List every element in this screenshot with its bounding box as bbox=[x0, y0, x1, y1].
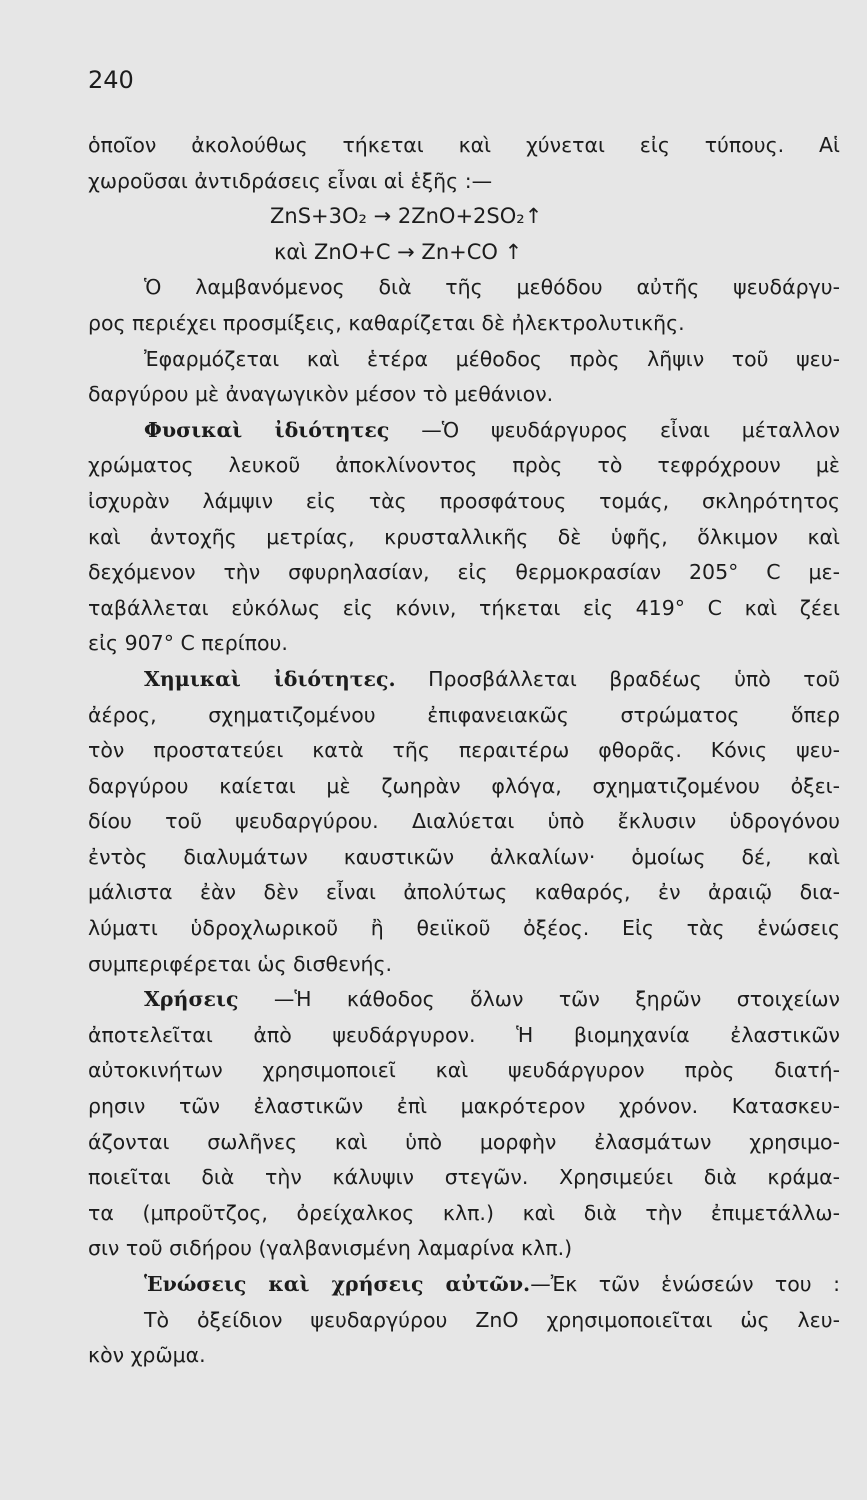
text-line bbox=[88, 698, 840, 734]
line-text: σιν τοῦ σιδήρου (γαλβανισμένη λαμαρίνα κλπ.) bbox=[88, 1236, 573, 1261]
line-text: ἀποτελεῖται ἀπὸ ψευδάργυρον. Ἡ βιομηχανία ἐλαστικῶν bbox=[88, 1022, 840, 1047]
line-text: συμπεριφέρεται ὡς δισθενής. bbox=[88, 951, 393, 976]
line-text: ZnS+3O₂ → 2ZnO+2SO₂↑ bbox=[270, 204, 543, 229]
text-line bbox=[88, 164, 840, 200]
section-heading: Ἑνώσεις καὶ χρήσεις αὐτῶν. bbox=[144, 1272, 531, 1296]
text-line bbox=[88, 128, 840, 164]
section-heading: Χημικαὶ ἰδιότητες. bbox=[144, 666, 396, 691]
line-text: τὸν προστατεύει κατὰ τῆς περαιτέρω φθορᾶς. Κόνις ψευ- bbox=[88, 738, 840, 763]
chemical-equation bbox=[88, 199, 840, 235]
line-text: ρησιν τῶν ἐλαστικῶν ἐπὶ μακρότερον χρόνον. Κατασκευ- bbox=[88, 1094, 840, 1119]
line-text: ὁποῖον ἀκολούθως τήκεται καὶ χύνεται εἰς τύπους. Αἱ bbox=[88, 133, 840, 157]
text-line bbox=[88, 413, 840, 449]
text-line bbox=[88, 1160, 840, 1196]
line-text: ἐντὸς διαλυμάτων καυστικῶν ἀλκαλίων· ὁμοίως δέ, καὶ bbox=[88, 844, 840, 869]
text-line bbox=[88, 982, 840, 1018]
section-heading: Φυσικαὶ ἰδιότητες bbox=[144, 417, 390, 442]
line-text: Ἐφαρμόζεται καὶ ἑτέρα μέθοδος πρὸς λῆψιν τοῦ ψευ- bbox=[144, 346, 840, 371]
line-text: ἰσχυρὰν λάμψιν εἰς τὰς προσφάτους τομάς, σκληρότητος bbox=[88, 488, 840, 513]
line-text: λύματι ὑδροχλωρικοῦ ἢ θειϊκοῦ ὀξέος. Εἰς τὰς ἑνώσεις bbox=[88, 916, 840, 941]
text-line bbox=[88, 1018, 840, 1054]
text-line bbox=[88, 448, 840, 484]
text-line bbox=[88, 377, 840, 413]
line-text: Ὁ λαμβανόμενος διὰ τῆς μεθόδου αὐτῆς ψευδάργυ- bbox=[144, 275, 840, 300]
page-body bbox=[88, 128, 840, 1374]
line-text: κὸν χρῶμα. bbox=[88, 1343, 206, 1368]
text-line bbox=[88, 342, 840, 378]
text-line bbox=[88, 769, 840, 805]
text-line bbox=[88, 270, 840, 306]
text-line bbox=[88, 1338, 840, 1374]
line-text: μάλιστα ἐὰν δὲν εἶναι ἀπολύτως καθαρός, ἐν ἀραιῷ δια- bbox=[88, 880, 840, 905]
text-line bbox=[88, 484, 840, 520]
text-line bbox=[88, 1196, 840, 1232]
text-line bbox=[88, 662, 840, 698]
line-text: εἰς 907° C περίπου. bbox=[88, 631, 288, 656]
text-line bbox=[88, 1303, 840, 1339]
text-line bbox=[88, 306, 840, 342]
line-text: καὶ ZnO+C → Zn+CO ↑ bbox=[274, 239, 523, 264]
text-line bbox=[88, 520, 840, 556]
text-line bbox=[88, 1231, 840, 1267]
line-text: —Ὁ ψευδάργυρος εἶναι μέταλλον bbox=[389, 417, 840, 442]
line-text: δαργύρου καίεται μὲ ζωηρὰν φλόγα, σχηματιζομένου ὀξει- bbox=[88, 773, 840, 798]
line-text: ταβάλλεται εὐκόλως εἰς κόνιν, τήκεται εἰς 419° C καὶ ζέει bbox=[88, 595, 840, 620]
line-text: τα (μπροῦτζος, ὀρείχαλκος κλπ.) καὶ διὰ τὴν ἐπιμετάλλω- bbox=[88, 1200, 840, 1225]
line-text: —Ἡ κάθοδος ὅλων τῶν ξηρῶν στοιχείων bbox=[238, 987, 840, 1012]
line-text: χρώματος λευκοῦ ἀποκλίνοντος πρὸς τὸ τεφρόχρουν μὲ bbox=[88, 453, 840, 478]
line-text: Προσβάλλεται βραδέως ὑπὸ τοῦ bbox=[395, 666, 840, 691]
line-text: ρος περιέχει προσμίξεις, καθαρίζεται δὲ ἠλεκτρολυτικῆς. bbox=[88, 310, 685, 335]
line-text: αὐτοκινήτων χρησιμοποιεῖ καὶ ψευδάργυρον πρὸς διατή- bbox=[88, 1058, 840, 1083]
text-line bbox=[88, 840, 840, 876]
section-heading: Χρήσεις bbox=[144, 987, 239, 1012]
line-text: δίου τοῦ ψευδαργύρου. Διαλύεται ὑπὸ ἔκλυσιν ὑδρογόνου bbox=[88, 809, 840, 834]
text-line bbox=[88, 1125, 840, 1161]
line-text: άζονται σωλῆνες καὶ ὑπὸ μορφὴν ἐλασμάτων χρησιμο- bbox=[88, 1129, 840, 1154]
text-line bbox=[88, 626, 840, 662]
line-text: Τὸ ὀξείδιον ψευδαργύρου ZnO χρησιμοποιεῖται ὡς λευ- bbox=[144, 1307, 840, 1332]
text-line bbox=[88, 804, 840, 840]
text-line bbox=[88, 875, 840, 911]
line-text: δαργύρου μὲ ἀναγωγικὸν μέσον τὸ μεθάνιον. bbox=[88, 382, 554, 407]
line-text: ποιεῖται διὰ τὴν κάλυψιν στεγῶν. Χρησιμεύει διὰ κράμα- bbox=[88, 1165, 840, 1190]
page-number: 240 bbox=[88, 66, 134, 94]
text-line bbox=[88, 1089, 840, 1125]
line-text: καὶ ἀντοχῆς μετρίας, κρυσταλλικῆς δὲ ὑφῆς, ὅλκιμον καὶ bbox=[88, 524, 840, 549]
line-text: —Ἐκ τῶν ἑνώσεών του : bbox=[530, 1272, 840, 1296]
text-line bbox=[88, 911, 840, 947]
line-text: ἀέρος, σχηματιζομένου ἐπιφανειακῶς στρώματος ὅπερ bbox=[88, 702, 840, 727]
line-text: χωροῦσαι ἀντιδράσεις εἶναι αἱ ἑξῆς :— bbox=[88, 168, 493, 193]
chemical-equation bbox=[88, 235, 840, 271]
text-line bbox=[88, 1053, 840, 1089]
text-line bbox=[88, 555, 840, 591]
text-line bbox=[88, 733, 840, 769]
text-line bbox=[88, 947, 840, 983]
text-line bbox=[88, 591, 840, 627]
line-text: δεχόμενον τὴν σφυρηλασίαν, εἰς θερμοκρασίαν 205° C με- bbox=[88, 560, 840, 585]
text-line bbox=[88, 1267, 840, 1303]
